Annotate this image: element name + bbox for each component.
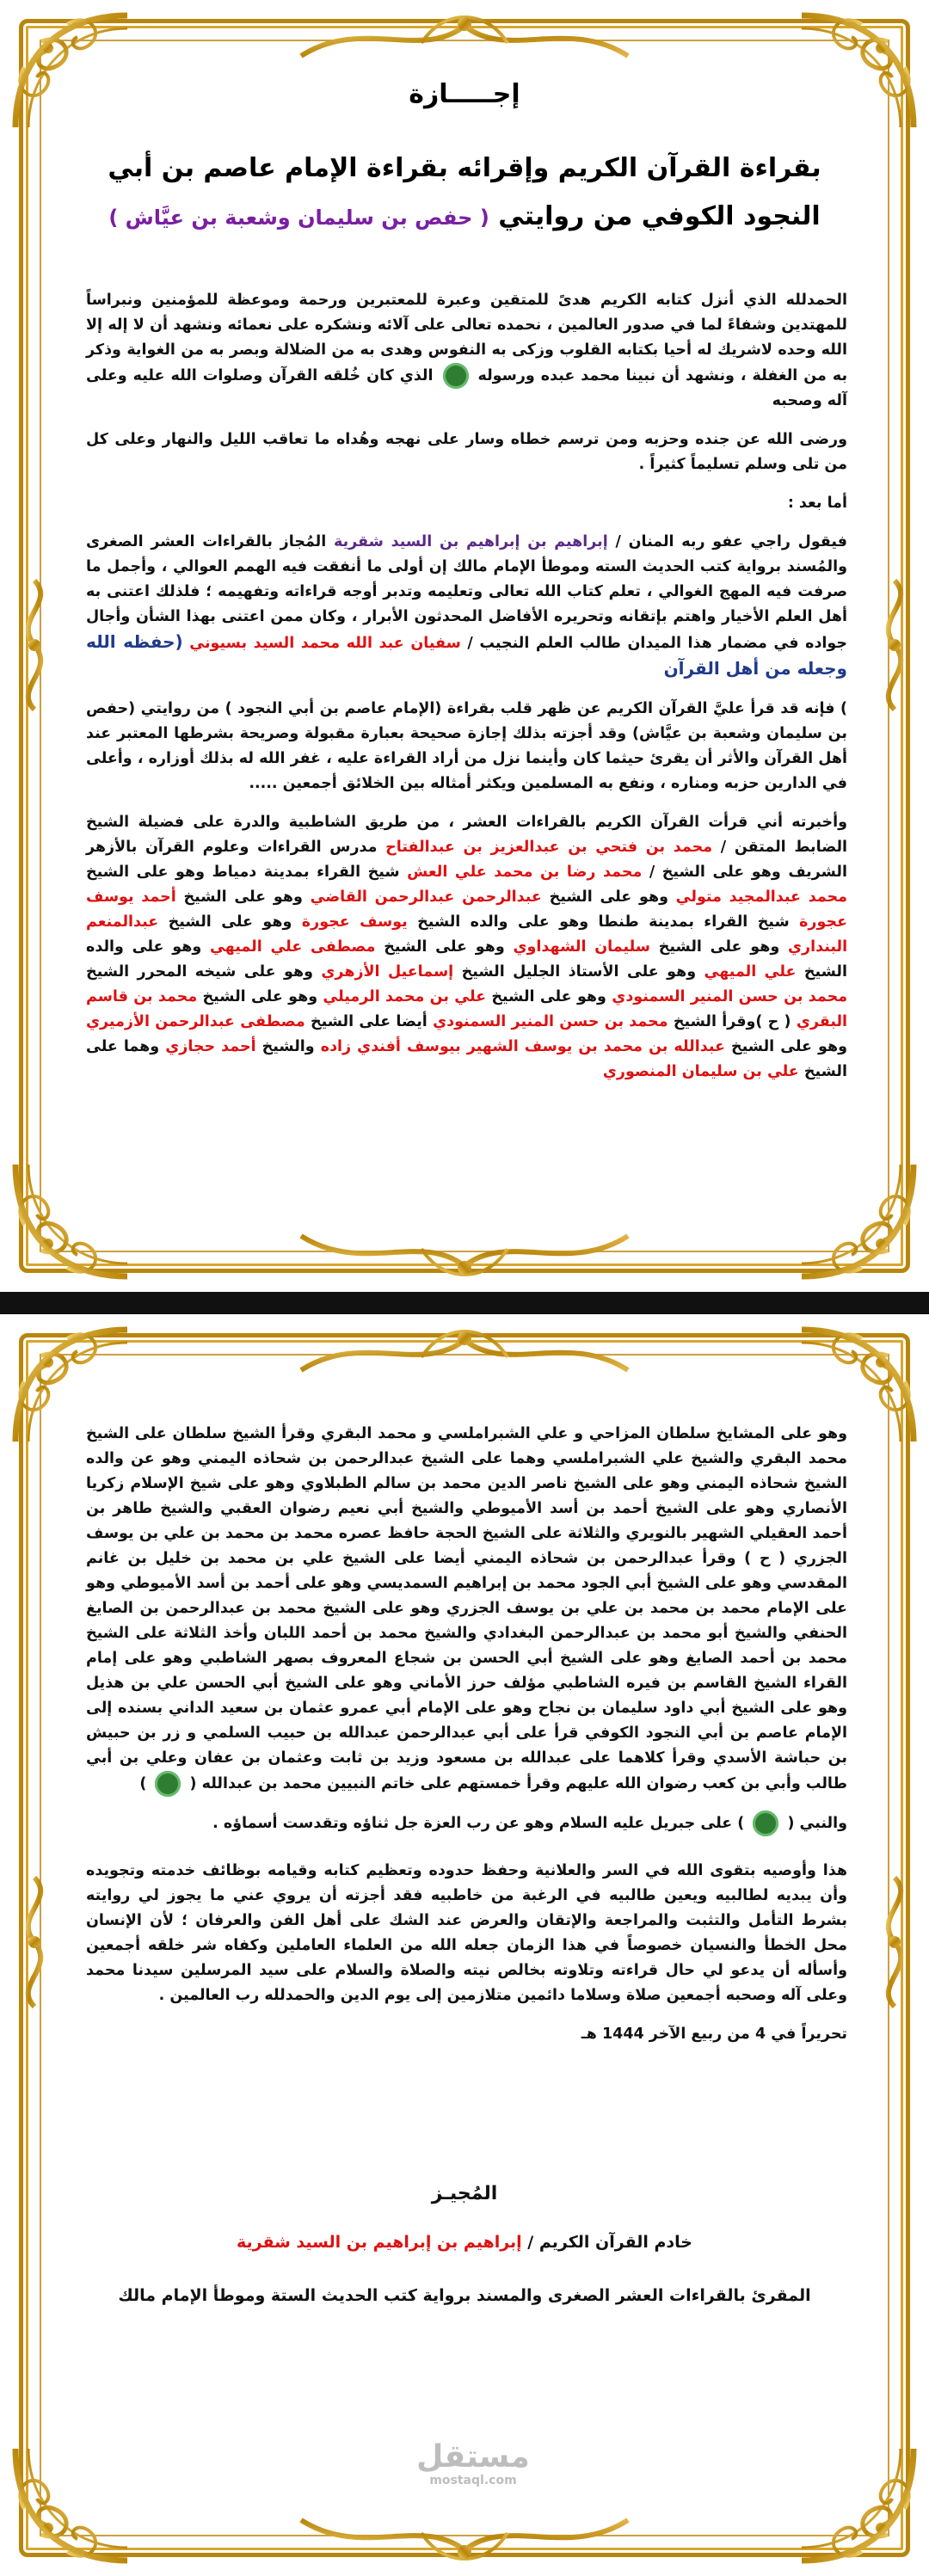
paragraph-jibril: والنبي ( ) على جبريل عليه السلام وهو عن رب العزة جل ثناؤه وتقدست أسماؤه .	[86, 1811, 847, 1836]
paragraph-intro: فيقول راجي عفو ربه المنان / إبراهيم بن إبراهيم بن السيد شقرية المُجاز بالقراءات العشر الصغرى والمُسند برواية كتب الحديث السته وموطأ الإمام مالك إن أولى ما أنفقت فيه الهمم العوالي ، وأجمل ما صرفت فيه المهج الغوالي ، تعلم كتاب الله تعالى وتعليمه وتدبر أوجه قراءاته وتفهيمه ؛ فلذلك اعتنى به أهل العلم الأخيار واهتم بإتقانه وتحريره الأفاضل المحدثون الأبرار ، وكان ممن اعتنى بهذا الشأن وأجال جواده في مضمار هذا الميدان طالب العلم النجيب / سفيان عبد الله محمد السيد بسيوني (حفظه الله وجعله من أهل القرآن	[86, 533, 848, 679]
teacher-name: عبدالله بن محمد بن يوسف الشهير بيوسف أفندي زاده	[320, 1038, 725, 1055]
teacher-name: محمد رضا بن محمد علي العش	[407, 864, 643, 881]
teacher-name: محمد بن فتحي بن عبدالعزيز بن عبدالفتاح	[385, 839, 713, 856]
certificate-body	[86, 288, 847, 1098]
corner-ornament	[7, 7, 136, 136]
prophet-seal-icon	[753, 1811, 778, 1836]
paragraph-praise: الحمدلله الذي أنزل كتابه الكريم هدىً للمتقين وعبرة للمعتبرين ورحمة وموعظة للمؤمنين ونبراساً للمهتدين وشفاءً لما في صدور العالمين ، نحمده تعالى على آلائه ونشكره على نعمائه ونشهد أن لا إله إلا الله وحده لاشريك له أحيا بكتابه القلوب وزكى به النفوس وهدى به من الضلالة وبصر به من الغواية وذكر به من الغفلة ، ونشهد أن نبينا محمد عبده ورسوله الذي كان خُلقه القرآن وصلوات الله عليه وعلى آله وصحبه	[86, 292, 848, 409]
author-name: إبراهيم بن إبراهيم بن السيد شقرية	[333, 533, 608, 550]
teacher-name: علي بن سليمان المنصوري	[602, 1063, 799, 1080]
paragraph-ijaza: ) فإنه قد قرأ عليَّ القرآن الكريم عن ظهر قلب بقراءة (الإمام عاصم بن أبي النجود ) من روايتي (حفص بن سليمان وشعبة بن عيَّاش) وقد أجزته بذلك إجازة صحيحة بعبارة مقبولة وصريحة بشرطها المعتبر عند أهل القرآن والأثر أن يقرئ حيثما كان وأينما نزل من أراد القراءة عليه ، غفر الله له بذلك أوزاره ، وأعلى في الدارين حزبه ومناره ، ونفع به المسلمين ويكثر أمثاله بين الخلائق أجمعين .....	[86, 700, 847, 792]
mostaql-watermark: مستقل mostaql.com	[416, 2439, 530, 2487]
teacher-name: إسماعيل الأزهري	[321, 963, 454, 981]
side-ornament	[869, 576, 920, 714]
teacher-name: علي بن محمد الرميلي	[323, 988, 487, 1005]
paragraph-blessing: ورضى الله عن جنده وحزبه ومن ترسم خطاه وسار على نهجه وهُداه ما تعاقب الليل والنهار وعلى كل من تلى وسلم تسليماً كثيراً .	[86, 431, 847, 473]
corner-ornament	[7, 2440, 136, 2569]
teacher-name: محمد بن حسن المنير السمنودي	[612, 988, 848, 1005]
teacher-name: محمد عبدالمجيد متولي	[675, 888, 847, 906]
bottom-ornament	[292, 1223, 637, 1283]
corner-ornament	[793, 2440, 922, 2569]
page-divider	[0, 1292, 929, 1314]
paragraph-advice: هذا وأوصيه بتقوى الله في السر والعلانية وحفظ حدوده وتعظيم كتابه وقيامه بوظائف خدمته وتجويده وأن يبديه لطالبيه ويعين طالبيه في الرغبة من خاطبيه فقد أجزته أن يروي عني ما يجوز لي روايته بشرط التأمل والتثبت والمراجعة والإتقان والعرض عند الشك على أهل الفن والعرفان ؛ لأن الإنسان محل الخطأ والنسيان خصوصاً في هذا الزمان جعله الله من العلماء العاملين وكفاه شر خلقه أجمعين وأسأله أن يدعو لي حال قراءته وتلاوته بخالص نيته والصلاة والسلام على سيد المرسلين سيدنا محمد وعلى آله وصحبه أجمعين صلاة وسلاما دائمين متلازمين إلى يوم الدين والحمدلله رب العالمين .	[86, 1862, 847, 2004]
prophet-seal-icon	[155, 1771, 181, 1797]
certificate-title: إجـــــازة	[409, 79, 520, 109]
corner-ornament	[793, 1156, 922, 1285]
signer-name: إبراهيم بن إبراهيم بن السيد شقرية	[236, 2233, 522, 2252]
side-ornament	[9, 1873, 60, 2011]
bottom-ornament	[292, 2507, 637, 2567]
teacher-name: أحمد يوسف عجورة	[86, 888, 848, 931]
teacher-name: أحمد حجازي	[165, 1038, 256, 1055]
teacher-name: علي الميهي	[704, 963, 797, 981]
certificate-heading	[69, 144, 860, 242]
teacher-name: مصطفى علي الميهي	[210, 938, 376, 956]
top-ornament	[292, 9, 637, 69]
prophet-seal-icon	[443, 363, 469, 389]
paragraph-chain-continued: وهو على المشايخ سلطان المزاحي و علي الشبراملسي و محمد البقري وقرأ الشيخ سلطان على الشيخ محمد البقري والشيخ علي الشبراملسي وهما على الشيخ عبدالرحمن بن شحاذه اليمني وهو عن والده الشيخ شحاذه اليمني وهو على الشيخ ناصر الدين محمد بن سالم الطبلاوي وهو على شيخ الإسلام زكريا الأنصاري وهو على الشيخ أحمد بن أسد الأميوطي والشيخ أبي نعيم رضوان العقبي والشيخ طاهر بن أحمد العقيلي الشهير بالنويري والثلاثة على الشيخ الحجة حافظ عصره محمد بن محمد بن علي بن يوسف الجزري ( ح ) وقرأ عبدالرحمن بن شحاذه اليمني أيضا على الشيخ علي بن محمد بن خليل بن غانم المقدسي وهو على الشيخ أبي الجود محمد بن إبراهيم السمديسي وهو على أحمد بن أسد الأميوطي وهو على الإمام محمد بن محمد بن علي بن يوسف الجزري وهو على الشيخ محمد بن عبدالرحمن بن الصايغ الحنفي والشيخ أبو محمد بن عبدالرحمن البغدادي والشيخ محمد بن أحمد اللبان وأخذ الثلاثة على الشيخ محمد بن أحمد الصايغ وهو على الشيخ أبي الحسن بن شجاع المعروف بصهر الشاطبي وهو على إمام القراء الشيخ القاسم بن فيره الشاطبي مؤلف حرز الأماني وهو على الشيخ أبي الحسن علي بن هذيل وهو على الشيخ أبي داود سليمان بن نجاح وهو على الإمام أبي عمرو عثمان بن سعيد الداني بسنده إلى الإمام عاصم بن أبي النجود الكوفي قرأ على أبي عبدالرحمن عبدالله بن حبيب السلمي و زر بن حبيش بن حباشة الأسدي وقرأ كلاهما على عبدالله بن مسعود وزيد بن ثابت وعثمان بن عفان وعلي بن أبي طالب وأبي بن كعب رضوان الله عليهم وقرأ خمستهم على خاتم النبيين محمد بن عبدالله ( )	[86, 1422, 847, 1797]
teacher-name: يوسف عجورة	[301, 913, 408, 931]
heading-line-1: بقراءة القرآن الكريم وإقرائه بقراءة الإمام عاصم بن أبي	[108, 153, 821, 183]
side-ornament	[9, 576, 60, 714]
paragraph-chain: وأخبرته أني قرأت القرآن الكريم بالقراءات العشر ، من طريق الشاطبية والدرة على فضيلة الشيخ الضابط المتقن / محمد بن فتحي بن عبدالعزيز بن عبدالفتاح مدرس القراءات وعلوم القرآن بالأزهر الشريف وهو على الشيخ / محمد رضا بن محمد علي العش شيخ القراء بمدينة دمياط وهو على الشيخ محمد عبدالمجيد متولي وهو على الشيخ عبدالرحمن عبدالرحمن القاضي وهو على الشيخ أحمد يوسف عجورة شيخ القراء بمدينة طنطا وهو على والده الشيخ يوسف عجورة وهو على الشيخ عبدالمنعم البنداري وهو على الشيخ سليمان الشهداوي وهو على الشيخ مصطفى علي الميهي وهو على والده الشيخ علي الميهي وهو على الأستاذ الجليل الشيخ إسماعيل الأزهري وهو على شيخه المحرر الشيخ محمد بن حسن المنير السمنودي وهو على الشيخ علي بن محمد الرميلي وهو على الشيخ محمد بن قاسم البقري ( ح )وقرأ الشيخ محمد بن حسن المنير السمنودي أيضا على الشيخ مصطفى عبدالرحمن الأزميري وهو على الشيخ عبدالله بن محمد بن يوسف الشهير بيوسف أفندي زاده والشيخ أحمد حجازي وهما على الشيخ علي بن سليمان المنصوري	[86, 814, 848, 1080]
teacher-name: عبدالرحمن عبدالرحمن القاضي	[310, 888, 542, 906]
student-dua: (حفظه الله وجعله من أهل القرآن	[86, 631, 847, 679]
teacher-name: محمد بن حسن المنير السمنودي	[433, 1013, 668, 1030]
amma-baad: أما بعد :	[787, 495, 847, 512]
certificate-body-continued	[86, 1422, 847, 2061]
teacher-name: سليمان الشهداوي	[513, 938, 650, 956]
side-ornament	[869, 1873, 920, 2011]
heading-line-2: النجود الكوفي من روايتي ( حفص بن سليمان وشعبة بن عيَّاش )	[108, 201, 821, 231]
teacher-name: محمد بن قاسم البقري	[86, 988, 848, 1030]
teacher-name: عبدالمنعم البنداري	[86, 913, 848, 956]
mujeez-label: المُجيـز	[431, 2183, 498, 2204]
signer-line: خادم القرآن الكريم / إبراهيم بن إبراهيم بن السيد شقرية	[236, 2233, 693, 2252]
signer-credentials: المقرئ بالقراءات العشر الصغرى والمسند برواية كتب الحديث الستة وموطأ الإمام مالك	[118, 2286, 811, 2305]
narrators-names: ( حفص بن سليمان وشعبة بن عيَّاش )	[108, 206, 489, 230]
corner-ornament	[7, 1156, 136, 1285]
certificate-page-2	[0, 1314, 929, 2576]
student-name: سفيان عبد الله محمد السيد بسيوني	[189, 635, 461, 652]
teacher-name: مصطفى عبدالرحمن الأزميري	[86, 1013, 305, 1030]
top-ornament	[292, 1323, 637, 1383]
issue-date: تحريراً في 4 من ربيع الآخر 1444 هـ	[581, 2026, 847, 2043]
corner-ornament	[793, 7, 922, 136]
